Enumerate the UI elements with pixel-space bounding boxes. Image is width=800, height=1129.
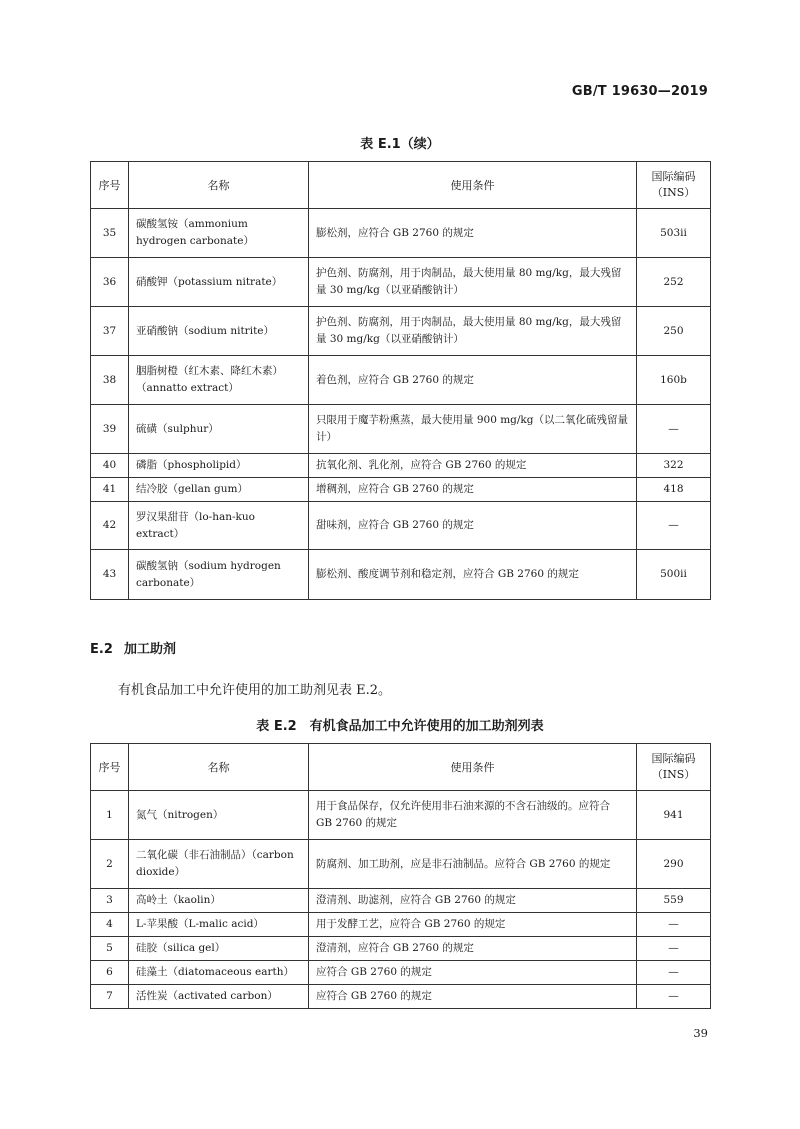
- table-row: [91, 454, 711, 478]
- cell-ins: 418: [637, 478, 711, 502]
- cell-condition: 澄清剂，应符合 GB 2760 的规定: [309, 937, 637, 961]
- cell-name: 二氧化碳（非石油制品）（carbon dioxide）: [129, 840, 309, 889]
- cell-condition: 用于食品保存，仅允许使用非石油来源的不含石油级的。应符合 GB 2760 的规定: [309, 791, 637, 840]
- table-row: [91, 889, 711, 913]
- cell-condition: 用于发酵工艺，应符合 GB 2760 的规定: [309, 913, 637, 937]
- cell-name: 硝酸钾（potassium nitrate）: [129, 258, 309, 307]
- cell-seq: 36: [91, 258, 129, 307]
- header-condition: 使用条件: [309, 162, 637, 209]
- section-heading: [90, 638, 176, 657]
- header-ins: 国际编码 （INS）: [637, 162, 711, 209]
- header-condition: 使用条件: [309, 744, 637, 791]
- table-e1: [90, 161, 711, 600]
- cell-ins: 250: [637, 307, 711, 356]
- table-header-row: [91, 744, 711, 791]
- cell-condition: 护色剂、防腐剂，用于肉制品，最大使用量 80 mg/kg，最大残留量 30 mg/kg（以亚硝酸钠计）: [309, 258, 637, 307]
- cell-ins: 252: [637, 258, 711, 307]
- cell-name: 结冷胶（gellan gum）: [129, 478, 309, 502]
- cell-condition: 应符合 GB 2760 的规定: [309, 985, 637, 1009]
- body-paragraph: 有机食品加工中允许使用的加工助剂见表 E.2。: [118, 683, 392, 698]
- cell-seq: 43: [91, 550, 129, 600]
- cell-seq: 35: [91, 209, 129, 258]
- cell-condition: 应符合 GB 2760 的规定: [309, 961, 637, 985]
- cell-seq: 5: [91, 937, 129, 961]
- cell-name: 高岭土（kaolin）: [129, 889, 309, 913]
- header-ins: 国际编码 （INS）: [637, 744, 711, 791]
- page-number: 39: [693, 1026, 708, 1040]
- cell-name: 胭脂树橙（红木素、降红木素）（annatto extract）: [129, 356, 309, 405]
- cell-ins: —: [637, 937, 711, 961]
- cell-name: 罗汉果甜苷（lo-han-kuo extract）: [129, 502, 309, 550]
- table-e2-caption: 表 E.2 有机食品加工中允许使用的加工助剂列表: [256, 719, 544, 734]
- cell-condition: 甜味剂，应符合 GB 2760 的规定: [309, 502, 637, 550]
- cell-name: 氮气（nitrogen）: [129, 791, 309, 840]
- cell-name: 硅胶（silica gel）: [129, 937, 309, 961]
- cell-seq: 2: [91, 840, 129, 889]
- table-row: [91, 405, 711, 454]
- cell-seq: 40: [91, 454, 129, 478]
- standard-code: GB/T 19630—2019: [571, 84, 708, 99]
- cell-condition: 护色剂、防腐剂，用于肉制品，最大使用量 80 mg/kg，最大残留量 30 mg/kg（以亚硝酸钠计）: [309, 307, 637, 356]
- cell-ins: —: [637, 913, 711, 937]
- table-row: [91, 502, 711, 550]
- cell-seq: 39: [91, 405, 129, 454]
- cell-condition: 着色剂，应符合 GB 2760 的规定: [309, 356, 637, 405]
- cell-seq: 7: [91, 985, 129, 1009]
- cell-name: 活性炭（activated carbon）: [129, 985, 309, 1009]
- table-e2: [90, 743, 711, 1009]
- cell-seq: 38: [91, 356, 129, 405]
- cell-seq: 37: [91, 307, 129, 356]
- cell-ins: 290: [637, 840, 711, 889]
- table-row: [91, 840, 711, 889]
- cell-name: 亚硝酸钠（sodium nitrite）: [129, 307, 309, 356]
- table-row: [91, 307, 711, 356]
- cell-ins: 559: [637, 889, 711, 913]
- section-number: E.2: [90, 642, 113, 657]
- header-name: 名称: [129, 162, 309, 209]
- table-row: [91, 961, 711, 985]
- cell-ins: —: [637, 405, 711, 454]
- header-name: 名称: [129, 744, 309, 791]
- cell-ins: —: [637, 502, 711, 550]
- cell-condition: 增稠剂，应符合 GB 2760 的规定: [309, 478, 637, 502]
- cell-condition: 膨松剂，应符合 GB 2760 的规定: [309, 209, 637, 258]
- table-row: [91, 258, 711, 307]
- table-row: [91, 913, 711, 937]
- table-row: [91, 356, 711, 405]
- cell-condition: 膨松剂、酸度调节剂和稳定剂，应符合 GB 2760 的规定: [309, 550, 637, 600]
- table-row: [91, 985, 711, 1009]
- cell-name: 硫磺（sulphur）: [129, 405, 309, 454]
- table-row: [91, 209, 711, 258]
- table-row: [91, 791, 711, 840]
- table-e1-caption: 表 E.1（续）: [360, 137, 440, 152]
- cell-name: 磷脂（phospholipid）: [129, 454, 309, 478]
- section-title: 加工助剂: [124, 642, 177, 657]
- cell-ins: 941: [637, 791, 711, 840]
- cell-seq: 4: [91, 913, 129, 937]
- table-header-row: [91, 162, 711, 209]
- table-row: [91, 937, 711, 961]
- cell-name: 碳酸氢钠（sodium hydrogen carbonate）: [129, 550, 309, 600]
- cell-ins: 500ii: [637, 550, 711, 600]
- cell-ins: 322: [637, 454, 711, 478]
- cell-seq: 41: [91, 478, 129, 502]
- table-row: [91, 478, 711, 502]
- cell-name: 碳酸氢铵（ammonium hydrogen carbonate）: [129, 209, 309, 258]
- cell-condition: 只限用于魔芋粉熏蒸，最大使用量 900 mg/kg（以二氧化硫残留量计）: [309, 405, 637, 454]
- cell-ins: 503ii: [637, 209, 711, 258]
- cell-seq: 6: [91, 961, 129, 985]
- cell-ins: —: [637, 985, 711, 1009]
- cell-condition: 抗氧化剂、乳化剂，应符合 GB 2760 的规定: [309, 454, 637, 478]
- cell-name: 硅藻土（diatomaceous earth）: [129, 961, 309, 985]
- header-seq: 序号: [91, 744, 129, 791]
- cell-ins: —: [637, 961, 711, 985]
- cell-ins: 160b: [637, 356, 711, 405]
- cell-condition: 防腐剂、加工助剂，应是非石油制品。应符合 GB 2760 的规定: [309, 840, 637, 889]
- cell-seq: 3: [91, 889, 129, 913]
- cell-name: L-苹果酸（L-malic acid）: [129, 913, 309, 937]
- cell-condition: 澄清剂、助滤剂，应符合 GB 2760 的规定: [309, 889, 637, 913]
- table-row: [91, 550, 711, 600]
- cell-seq: 1: [91, 791, 129, 840]
- header-seq: 序号: [91, 162, 129, 209]
- cell-seq: 42: [91, 502, 129, 550]
